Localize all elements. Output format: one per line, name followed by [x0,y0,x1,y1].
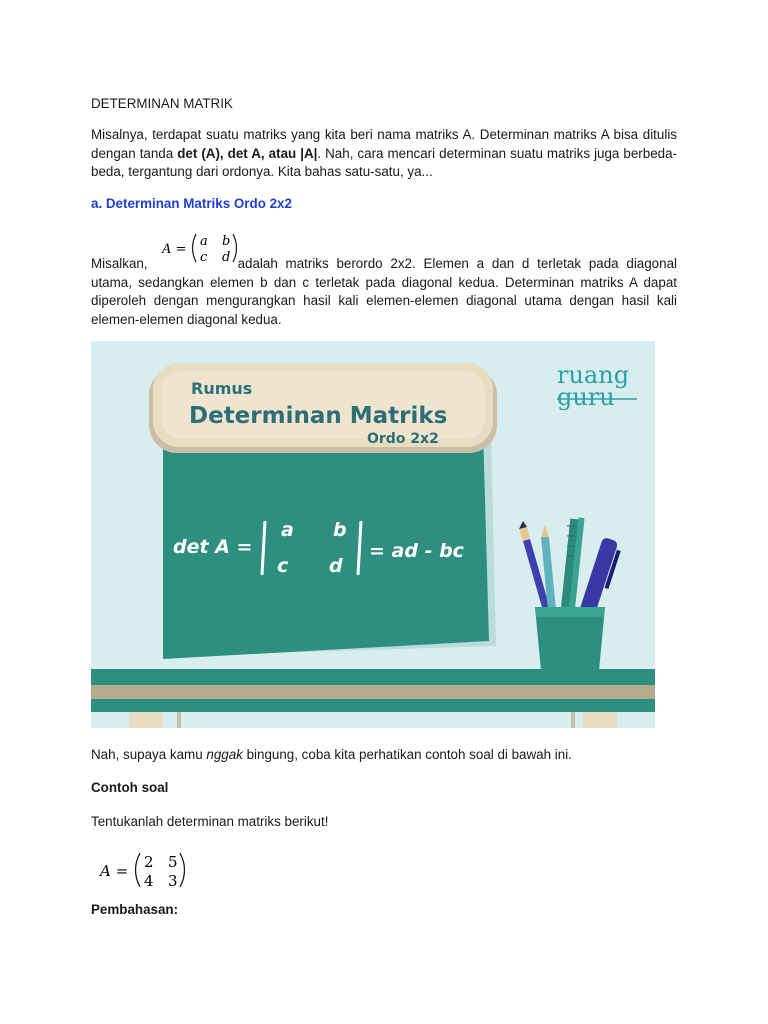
example-matrix-a: 2 [144,853,154,871]
formula-illustration [91,341,655,728]
inline-matrix-lhs: A = [162,242,187,257]
example-matrix-c: 4 [144,872,154,890]
illus-m-b: b [333,519,347,541]
doc-title: DETERMINAN MATRIK [91,96,233,111]
illus-formula-lhs: det A = [173,536,253,558]
inline-matrix-c: c [200,250,208,265]
brand-guru: guru [557,383,615,411]
illus-formula-rhs: = ad - bc [369,540,464,562]
intro-paragraph [91,126,677,182]
inline-matrix-d: d [222,250,231,265]
illus-m-d: d [329,555,343,577]
pembahasan-heading: Pembahasan: [91,902,179,917]
example-matrix [98,849,190,893]
nah-italic: nggak [206,747,243,762]
intro-text-1: Misalnya, terdapat suatu matriks yang kita beri nama matriks A. Determinan matriks A bisa ditulis dengan tanda [91,127,677,161]
nah-paragraph [91,746,572,765]
section-heading-2x2: a. Determinan Matriks Ordo 2x2 [91,196,292,211]
nah-text-1: Nah, supaya kamu [91,747,207,762]
nah-text-2: bingung, coba kita perhatikan contoh soal di bawah ini. [242,747,572,762]
example-matrix-d: 3 [168,872,178,890]
contoh-soal-heading: Contoh soal [91,780,169,795]
inline-matrix-a: a [200,234,208,249]
misalkan-text: adalah matriks berordo 2x2. Elemen a dan d terletak pada diagonal utama, sedangkan elemen b dan c terletak pada diagonal kedua. Determinan matriks A dapat diperoleh dengan mengurangkan hasil kali elemen-elemen diagonal utama dengan hasil kali elemen-elemen diagonal kedua. [91,256,677,327]
inline-matrix-b: b [222,234,231,249]
illus-rumus: Rumus [191,379,253,398]
illus-ordo: Ordo 2x2 [367,431,439,447]
illus-m-c: c [277,555,289,577]
tentukan-text: Tentukanlah determinan matriks berikut! [91,814,329,829]
example-matrix-lhs: A = [100,862,129,880]
misalkan-lead: Misalkan, [91,256,148,271]
example-matrix-b: 5 [168,853,178,871]
illus-m-a: a [281,519,294,541]
intro-bold-notation: det (A), det A, atau |A| [177,145,318,161]
misalkan-paragraph [91,255,677,329]
illus-heading: Determinan Matriks [189,403,448,429]
intro-text-2: . Nah, cara mencari determinan suatu matriks juga berbeda-beda, tergantung dari ordonya. Kita bahas satu-satu, ya... [91,145,677,180]
brand-ruang: ruang [557,361,630,389]
